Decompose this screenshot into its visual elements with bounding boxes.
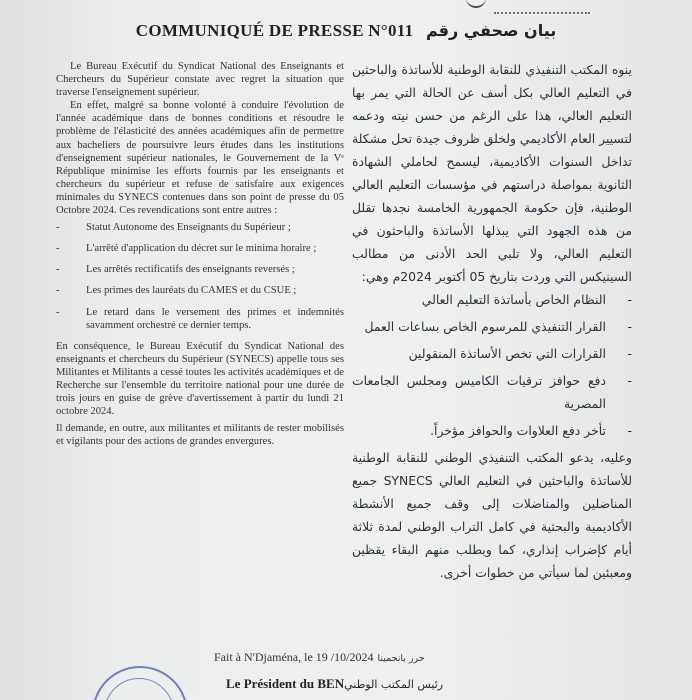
- title-arabic: بيان صحفي رقم: [425, 21, 557, 40]
- list-item-text: القرارات التي تخص الأساتذة المنقولين: [408, 346, 606, 361]
- list-item-text: L'arrêté d'application du décret sur le minima horaire ;: [86, 243, 317, 255]
- arabic-intro-paragraph: ينوه المكتب التنفيذي للنقابة الوطنية للأساتذة والباحثين في التعليم العالي بكل أسف عن الحالة التي يمر بها التعليم العالي، هذا على الرغم من حسن نيته ودعمه لتسيير العام الأكاديمي ولخلق ظروف جيدة تحل مشكلة تداخل السنوات الأكاديمية، ليسمح لحاملي الشهادة الثانوية بمواصلة دراستهم في مؤسسات التعليم العالي الوطنية، فإن حكومة الجمهورية الخامسة نجدها تقلل من هذه الجهود التي يبذلها الأساتذة والباحثون في التعليم العالي، ولا تلبي الحد الأدنى من مطالب السينيكس التي وردت بتاريخ 05 أكتوبر 2024م وهي:: [352, 62, 632, 284]
- president-arabic: رئيس المكتب الوطني: [344, 678, 444, 691]
- list-bullet: -: [56, 306, 60, 318]
- french-consequence-paragraph: En conséquence, le Bureau Exécutif du Syndicat National des enseignants et chercheurs du Supérieur (SYNECS) appelle tous ses Militantes et Militants a cessé toutes les activités académiques et de Recherche sur l'ensemble du territoire national pour une durée de trois jours en guise de grève d'avertissement à partir du lundi 21 octobre 2024.: [56, 340, 344, 418]
- top-dotted-line: [494, 0, 590, 14]
- signature-date: [214, 650, 425, 665]
- list-bullet: -: [627, 346, 632, 361]
- french-intro-paragraph: Le Bureau Exécutif du Syndicat National des Enseignants et Chercheurs du Supérieur constate avec regret la situation que traverse l'enseignement supérieur.: [56, 61, 344, 99]
- list-bullet: -: [56, 264, 60, 276]
- list-item-text: Les arrêtés rectificatifs des enseignants reversés ;: [86, 264, 295, 276]
- list-item: [56, 284, 344, 297]
- list-item: [352, 288, 632, 311]
- list-item: [56, 242, 344, 255]
- french-demand-paragraph: Il demande, en outre, aux militantes et militants de rester mobilisés et vigilants pour des actions de grandes envergures.: [56, 423, 344, 448]
- list-bullet: -: [56, 243, 60, 255]
- page-title: [0, 21, 692, 41]
- seal-inner-ring: [104, 678, 174, 700]
- list-item: [352, 369, 632, 415]
- list-item-text: Statut Autonome des Enseignants du Supérieur ;: [86, 222, 291, 234]
- signatory-title: [226, 676, 443, 692]
- list-item-text: Les primes des lauréats du CAMES et du CSUE ;: [86, 285, 297, 297]
- president-french: Le Président du BEN: [226, 676, 345, 691]
- list-item-text: النظام الخاص بأساتذة التعليم العالي: [421, 292, 606, 307]
- union-seal-stamp: [92, 666, 188, 700]
- arabic-demands-list: [352, 288, 632, 442]
- top-decoration: [466, 0, 486, 8]
- list-bullet: -: [56, 222, 60, 234]
- list-bullet: -: [627, 319, 632, 334]
- date-arabic: حرر بانجمينا: [377, 653, 425, 664]
- list-item-text: القرار التنفيذي للمرسوم الخاص بساعات العمل: [364, 319, 606, 334]
- french-column: [56, 60, 344, 448]
- french-demands-list: [56, 221, 344, 332]
- list-item-text: تأخر دفع العلاوات والحوافز مؤخراً.: [430, 423, 606, 438]
- list-item: [352, 342, 632, 365]
- list-bullet: -: [627, 373, 632, 388]
- list-bullet: -: [56, 285, 60, 297]
- list-item: [56, 263, 344, 276]
- list-item: [56, 221, 344, 234]
- date-french: Fait à N'Djaména, le 19 /10/2024: [214, 650, 374, 664]
- list-item-text: دفع حوافز ترقيات الكاميس ومجلس الجامعات المصرية: [352, 373, 606, 411]
- arabic-conclusion-paragraph: وعليه، يدعو المكتب التنفيذي الوطني للنقابة الوطنية للأساتذة والباحثين في التعليم العالي SYNECS جميع المناضلين والمناضلات إلى وقف جميع الأنشطة الأكاديمية والبحثية في كامل التراب الوطني لمدة ثلاثة أيام كإضراب إنذاري، كما ويطلب منهم البقاء يقظين ومعبئين لما سيأتي من خطوات أخرى.: [352, 450, 632, 580]
- list-bullet: -: [627, 423, 632, 438]
- list-bullet: -: [627, 292, 632, 307]
- list-item-text: Le retard dans le versement des primes et indemnités savamment orchestré ce dernier temps.: [86, 306, 344, 331]
- arabic-column: [352, 58, 632, 584]
- list-item: [56, 306, 344, 332]
- list-item: [352, 419, 632, 442]
- title-french: COMMUNIQUÉ DE PRESSE N°011: [135, 21, 414, 40]
- list-item: [352, 315, 632, 338]
- french-context-paragraph: En effet, malgré sa bonne volonté à conduire l'évolution de l'année académique dans de bonnes conditions et résoudre le problème de l'élasticité des années académiques afin de permettre aux bacheliers de poursuivre leurs études dans les institutions d'enseignement supérieur nationales, le Gouvernement de la Vᵉ République minimise les efforts fournis par les enseignants et chercheurs du supérieur et refuse de satisfaire aux exigences minimales du SYNECS contenues dans son point de presse du 05 Octobre 2024. Ces revendications sont entre autres :: [56, 100, 344, 217]
